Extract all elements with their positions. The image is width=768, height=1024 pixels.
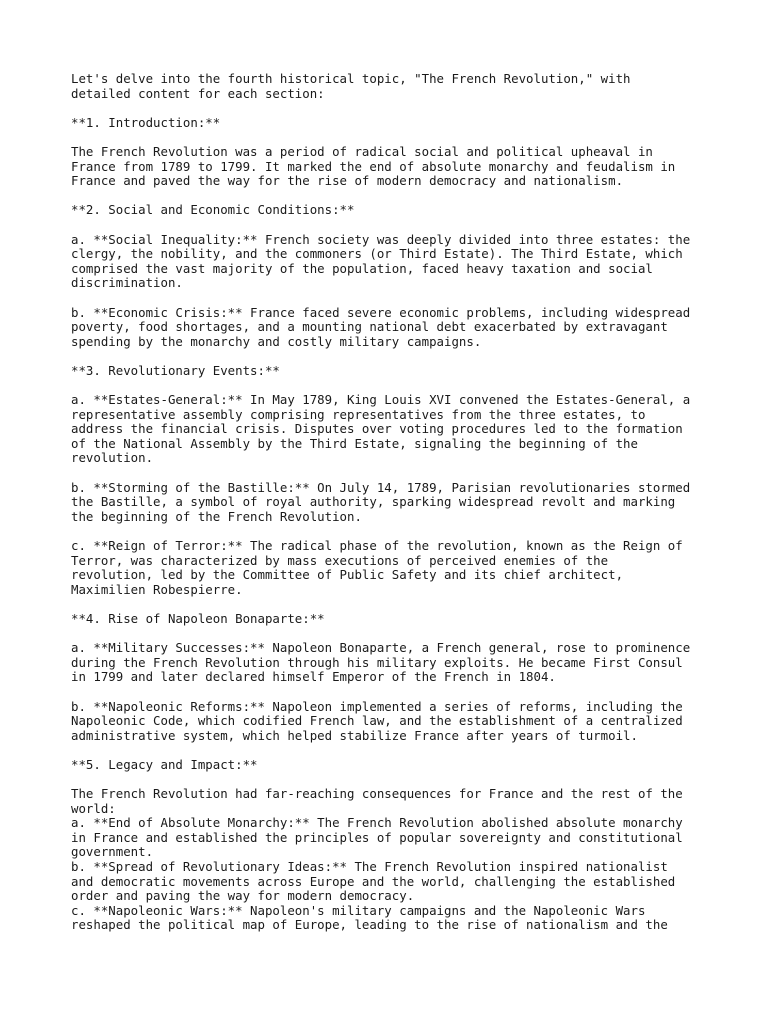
economic-crisis-paragraph: b. **Economic Crisis:** France faced severe economic problems, including widespread poverty, food shortages, and a mounting national debt exacerbated by extravagant spending by the monarchy and costly military campaigns. <box>71 304 691 349</box>
napoleonic-reforms-paragraph: b. **Napoleonic Reforms:** Napoleon implemented a series of reforms, including the Napoleonic Code, which codified French law, and the establishment of a centralized administrative system, which helped stabilize France after years of turmoil. <box>71 698 683 743</box>
intro-sentence: Let's delve into the fourth historical topic, "The French Revolution," with detailed content for each section: <box>71 71 631 101</box>
reign-of-terror-paragraph: c. **Reign of Terror:** The radical phase of the revolution, known as the Reign of Terror, was characterized by mass executions of perceived enemies of the revolution, led by the Committee of Public Safety and its chief architect, Maximilien Robespierre. <box>71 538 683 597</box>
introduction-paragraph: The French Revolution was a period of radical social and political upheaval in France from 1789 to 1799. It marked the end of absolute monarchy and feudalism in France and paved the way for the rise of modern democracy and nationalism. <box>71 143 676 189</box>
social-inequality-paragraph: a. **Social Inequality:** French society was deeply divided into three estates: the clergy, the nobility, and the commoners (or Third Estate). The Third Estate, which comprised the vast majority of the population, faced heavy taxation and social discrimination. <box>71 231 691 291</box>
military-successes-paragraph: a. **Military Successes:** Napoleon Bonaparte, a French general, rose to prominence during the French Revolution through his military exploits. He became First Consul in 1799 and later declared himself Emperor of the French in 1804. <box>71 640 691 685</box>
section-heading-introduction: **1. Introduction:** <box>71 114 221 130</box>
section-heading-revolutionary-events: **3. Revolutionary Events:** <box>71 362 280 378</box>
section-heading-social-economic: **2. Social and Economic Conditions:** <box>71 202 355 218</box>
section-heading-napoleon: **4. Rise of Napoleon Bonaparte:** <box>71 610 325 626</box>
section-heading-legacy: **5. Legacy and Impact:** <box>71 756 258 772</box>
legacy-paragraph: The French Revolution had far-reaching consequences for France and the rest of the world: a. **End of Absolute Monarchy:** The French Revolution abolished absolute monarchy in France and established the principles of popular sovereignty and constitutional government. b. **Spread of Revolutionary Ideas:** The French Revolution inspired nationalist and democratic movements across Europe and the world, challenging the established order and paving the way for modern democracy. c. **Napoleonic Wars:** Napoleon's military campaigns and the Napoleonic Wars reshaped the political map of Europe, leading to the rise of nationalism and the <box>71 786 683 933</box>
estates-general-paragraph: a. **Estates-General:** In May 1789, King Louis XVI convened the Estates-General, a representative assembly comprising representatives from the three estates, to address the financial crisis. Disputes over voting procedures led to the formation of the National Assembly by the Third Estate, signaling the beginning of the revolution. <box>71 392 691 466</box>
bastille-paragraph: b. **Storming of the Bastille:** On July 14, 1789, Parisian revolutionaries stormed the Bastille, a symbol of royal authority, sparking widespread revolt and marking the beginning of the French Revolution. <box>71 479 691 524</box>
